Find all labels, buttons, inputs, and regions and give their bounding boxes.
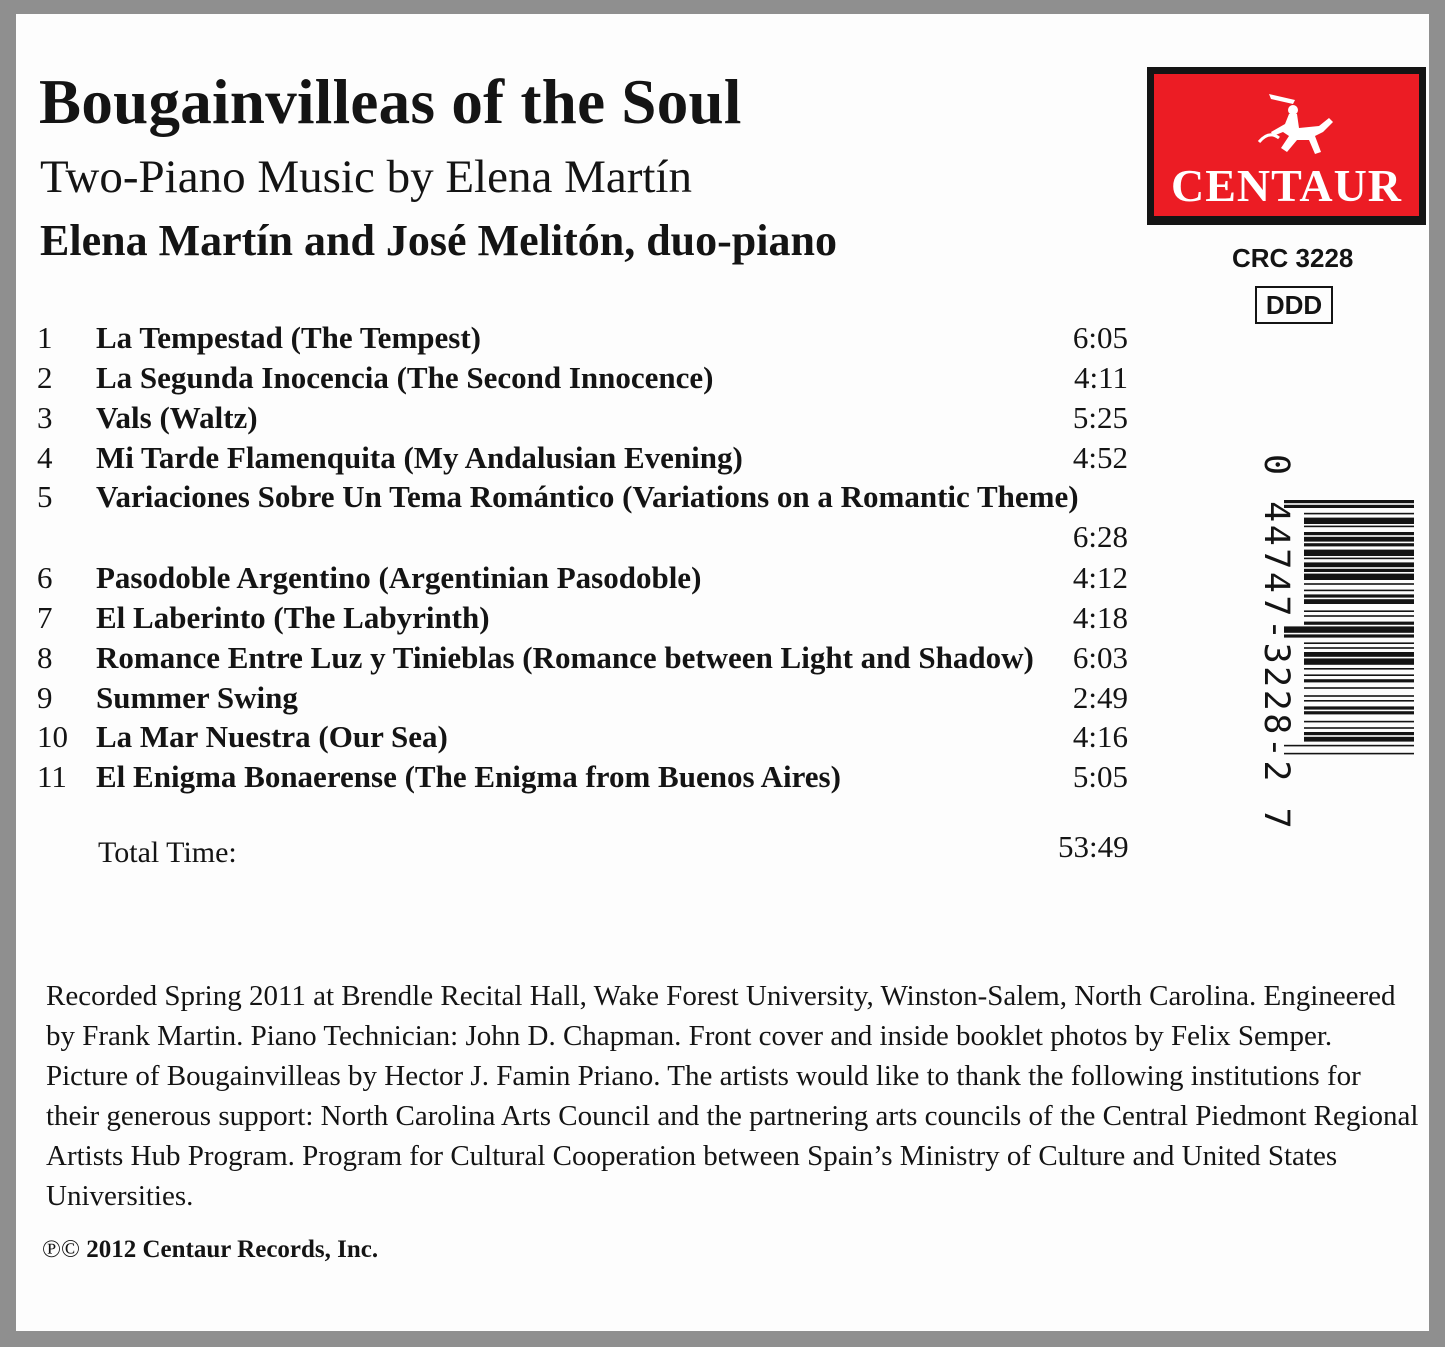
barcode-bar bbox=[1304, 652, 1414, 657]
catalog-number: CRC 3228 bbox=[1232, 243, 1354, 273]
track-row bbox=[16, 360, 1136, 400]
album-title: Bougainvilleas of the Soul bbox=[39, 67, 742, 137]
track-number: 2 bbox=[37, 360, 53, 395]
track-number: 10 bbox=[37, 719, 68, 754]
barcode-bar bbox=[1304, 569, 1414, 572]
barcode-bar bbox=[1304, 721, 1414, 723]
barcode-bar bbox=[1304, 583, 1414, 585]
track-number: 6 bbox=[37, 560, 53, 595]
barcode-bar bbox=[1304, 695, 1414, 697]
track-row bbox=[16, 600, 1136, 640]
performers: Elena Martín and José Melitón, duo-piano bbox=[40, 216, 837, 265]
barcode-number: 0 44747-3228-2 7 bbox=[1256, 454, 1296, 832]
track-title: Vals (Waltz) bbox=[96, 400, 258, 435]
track-row bbox=[16, 400, 1136, 440]
track-title: El Enigma Bonaerense (The Enigma from Buenos Aires) bbox=[96, 759, 841, 794]
track-duration: 4:12 bbox=[1072, 560, 1128, 595]
barcode-bar bbox=[1304, 543, 1414, 546]
barcode-bar bbox=[1304, 526, 1414, 528]
track-title: Variaciones Sobre Un Tema Romántico (Variations on a Romantic Theme) bbox=[96, 479, 1079, 514]
centaur-archer-icon bbox=[1249, 86, 1339, 166]
barcode-bar bbox=[1304, 679, 1414, 682]
barcode-bar bbox=[1304, 594, 1414, 597]
track-row bbox=[16, 479, 1136, 554]
barcode-bar bbox=[1304, 558, 1414, 560]
barcode-bar bbox=[1304, 615, 1414, 617]
track-duration: 2:49 bbox=[1072, 680, 1128, 715]
album-subtitle: Two-Piano Music by Elena Martín bbox=[40, 151, 692, 203]
total-time-value: 53:49 bbox=[1058, 829, 1129, 864]
track-duration: 5:25 bbox=[1072, 400, 1128, 435]
track-number: 8 bbox=[37, 640, 53, 675]
barcode-bar bbox=[1304, 700, 1414, 702]
track-row bbox=[16, 719, 1136, 759]
track-number: 5 bbox=[37, 479, 53, 514]
barcode-bar bbox=[1304, 513, 1414, 515]
barcode-bar bbox=[1304, 658, 1414, 664]
track-title: La Tempestad (The Tempest) bbox=[96, 320, 481, 355]
barcode-bar bbox=[1304, 622, 1414, 625]
track-number: 3 bbox=[37, 400, 53, 435]
barcode-bar bbox=[1304, 674, 1414, 676]
barcode-bar bbox=[1304, 550, 1414, 556]
track-title: La Segunda Inocencia (The Second Innocence) bbox=[96, 360, 714, 395]
barcode-bar bbox=[1304, 574, 1414, 580]
track-title: Pasodoble Argentino (Argentinian Pasodoble) bbox=[96, 560, 702, 595]
barcode-bar bbox=[1304, 687, 1414, 689]
barcode-bar bbox=[1304, 532, 1414, 535]
track-duration: 6:05 bbox=[1072, 320, 1128, 355]
copyright-notice bbox=[42, 1236, 378, 1264]
track-title: La Mar Nuestra (Our Sea) bbox=[96, 719, 448, 754]
track-duration: 4:18 bbox=[1072, 600, 1128, 635]
barcode-bar bbox=[1284, 745, 1414, 747]
barcode-bar bbox=[1304, 706, 1414, 709]
track-row bbox=[16, 759, 1136, 799]
track-title: Mi Tarde Flamenquita (My Andalusian Evening) bbox=[96, 440, 743, 475]
track-title: Romance Entre Luz y Tinieblas (Romance between Light and Shadow) bbox=[96, 640, 1034, 675]
barcode-bar bbox=[1304, 647, 1414, 649]
track-number: 9 bbox=[37, 680, 53, 715]
track-row bbox=[16, 680, 1136, 720]
cd-back-cover bbox=[16, 14, 1429, 1331]
track-number: 1 bbox=[37, 320, 53, 355]
barcode-bar bbox=[1304, 599, 1414, 604]
barcode-bar bbox=[1284, 505, 1414, 508]
barcode-bar bbox=[1284, 753, 1414, 755]
total-time-label: Total Time: bbox=[98, 836, 237, 869]
barcode-bar bbox=[1304, 737, 1414, 742]
track-number: 7 bbox=[37, 600, 53, 635]
label-name: CENTAUR bbox=[1170, 160, 1403, 211]
barcode-bar bbox=[1304, 610, 1414, 612]
copyright-text: 2012 Centaur Records, Inc. bbox=[86, 1236, 379, 1263]
track-number: 11 bbox=[37, 759, 67, 794]
recording-credits: Recorded Spring 2011 at Brendle Recital Hall, Wake Forest University, Winston-Salem, North Carolina. Engineered by Frank Martin. Piano Technician: John D. Chapman. Front cover and inside booklet photos by Felix Semper. Picture of Bougainvilleas by Hector J. Famin Priano. The artists would like to thank the following institutions for their generous support: North Carolina Arts Council and the partnering arts councils of the Central Piedmont Regional Artists Hub Program. Program for Cultural Cooperation between Spain’s Ministry of Culture and United States Universities. bbox=[46, 980, 1419, 1212]
track-duration: 6:28 bbox=[1072, 519, 1128, 554]
barcode-bar bbox=[1304, 727, 1414, 729]
barcode-bar bbox=[1304, 642, 1414, 644]
barcode-bar bbox=[1284, 500, 1414, 503]
track-duration: 4:11 bbox=[1074, 360, 1128, 395]
track-title: Summer Swing bbox=[96, 680, 298, 715]
track-number: 4 bbox=[37, 440, 53, 475]
track-title: El Laberinto (The Labyrinth) bbox=[96, 600, 490, 635]
track-duration: 5:05 bbox=[1072, 759, 1128, 794]
centaur-logo bbox=[1147, 67, 1426, 225]
barcode-bar bbox=[1304, 518, 1414, 524]
track-row bbox=[16, 320, 1136, 360]
barcode-bar bbox=[1304, 732, 1414, 735]
barcode-bar bbox=[1304, 668, 1414, 670]
barcode-bar bbox=[1284, 626, 1414, 632]
barcode-bar bbox=[1304, 590, 1414, 592]
barcode-bar bbox=[1284, 634, 1414, 637]
barcode-bar bbox=[1304, 537, 1414, 542]
track-duration: 6:03 bbox=[1072, 640, 1128, 675]
barcode-bar bbox=[1304, 711, 1414, 714]
track-duration: 4:52 bbox=[1072, 440, 1128, 475]
track-row bbox=[16, 440, 1136, 480]
barcode-bar bbox=[1304, 562, 1414, 567]
track-row bbox=[16, 560, 1136, 600]
track-row bbox=[16, 640, 1136, 680]
track-duration: 4:16 bbox=[1072, 719, 1128, 754]
copyright-symbols: ℗© bbox=[42, 1236, 80, 1263]
recording-code-badge: DDD bbox=[1255, 286, 1333, 324]
